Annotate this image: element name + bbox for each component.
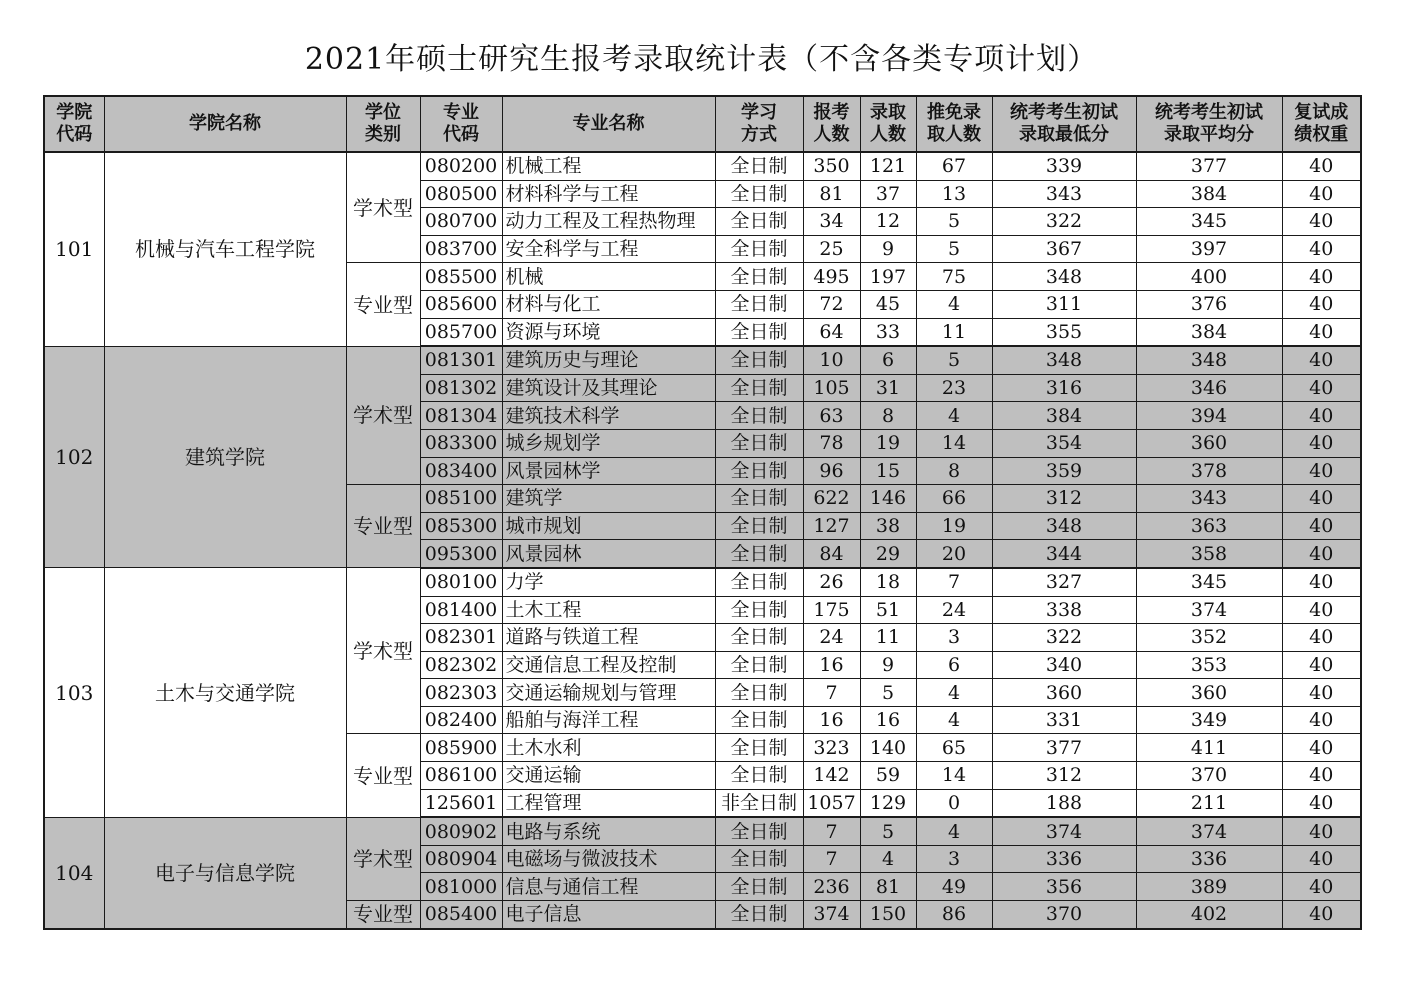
major-name-cell: 工程管理: [502, 789, 715, 817]
exempt-admitted-cell: 49: [916, 873, 992, 901]
avg-score-cell: 374: [1136, 817, 1282, 845]
retest-weight-cell: 40: [1282, 263, 1361, 291]
avg-score-cell: 352: [1136, 624, 1282, 652]
avg-score-cell: 402: [1136, 901, 1282, 929]
study-mode-cell: 全日制: [715, 402, 803, 430]
major-name-cell: 城市规划: [502, 512, 715, 540]
study-mode-cell: 全日制: [715, 596, 803, 624]
min-score-cell: 370: [992, 901, 1136, 929]
retest-weight-cell: 40: [1282, 568, 1361, 596]
major-code-cell: 080500: [420, 180, 502, 208]
major-name-cell: 安全科学与工程: [502, 235, 715, 263]
major-code-cell: 085700: [420, 318, 502, 346]
degree-type-cell: 专业型: [346, 901, 420, 929]
admitted-cell: 37: [860, 180, 916, 208]
retest-weight-cell: 40: [1282, 596, 1361, 624]
major-name-cell: 信息与通信工程: [502, 873, 715, 901]
study-mode-cell: 全日制: [715, 290, 803, 318]
applicants-cell: 175: [803, 596, 860, 624]
major-code-cell: 080700: [420, 208, 502, 236]
table-row: [44, 568, 1361, 596]
college-code-cell: 102: [44, 346, 104, 568]
min-score-cell: 377: [992, 734, 1136, 762]
admitted-cell: 45: [860, 290, 916, 318]
min-score-cell: 312: [992, 485, 1136, 513]
avg-score-cell: 394: [1136, 402, 1282, 430]
study-mode-cell: 全日制: [715, 817, 803, 845]
retest-weight-cell: 40: [1282, 208, 1361, 236]
exempt-admitted-cell: 6: [916, 651, 992, 679]
major-code-cell: 125601: [420, 789, 502, 817]
study-mode-cell: 全日制: [715, 624, 803, 652]
avg-score-cell: 397: [1136, 235, 1282, 263]
applicants-cell: 1057: [803, 789, 860, 817]
major-code-cell: 083400: [420, 457, 502, 485]
admitted-cell: 150: [860, 901, 916, 929]
avg-score-cell: 376: [1136, 290, 1282, 318]
study-mode-cell: 全日制: [715, 762, 803, 790]
header-study-mode: 学习 方式: [715, 96, 803, 152]
exempt-admitted-cell: 65: [916, 734, 992, 762]
exempt-admitted-cell: 4: [916, 290, 992, 318]
applicants-cell: 323: [803, 734, 860, 762]
major-name-cell: 资源与环境: [502, 318, 715, 346]
retest-weight-cell: 40: [1282, 706, 1361, 734]
min-score-cell: 343: [992, 180, 1136, 208]
min-score-cell: 312: [992, 762, 1136, 790]
min-score-cell: 311: [992, 290, 1136, 318]
header-major-name: 专业名称: [502, 96, 715, 152]
exempt-admitted-cell: 4: [916, 402, 992, 430]
exempt-admitted-cell: 13: [916, 180, 992, 208]
min-score-cell: 360: [992, 679, 1136, 707]
admitted-cell: 81: [860, 873, 916, 901]
retest-weight-cell: 40: [1282, 235, 1361, 263]
admitted-cell: 59: [860, 762, 916, 790]
applicants-cell: 374: [803, 901, 860, 929]
min-score-cell: 327: [992, 568, 1136, 596]
major-code-cell: 082400: [420, 706, 502, 734]
major-code-cell: 081400: [420, 596, 502, 624]
major-name-cell: 力学: [502, 568, 715, 596]
degree-type-cell: 学术型: [346, 152, 420, 263]
avg-score-cell: 353: [1136, 651, 1282, 679]
avg-score-cell: 345: [1136, 568, 1282, 596]
header-college-code: 学院 代码: [44, 96, 104, 152]
avg-score-cell: 358: [1136, 540, 1282, 568]
avg-score-cell: 211: [1136, 789, 1282, 817]
retest-weight-cell: 40: [1282, 817, 1361, 845]
major-code-cell: 085400: [420, 901, 502, 929]
admitted-cell: 5: [860, 817, 916, 845]
avg-score-cell: 363: [1136, 512, 1282, 540]
study-mode-cell: 全日制: [715, 568, 803, 596]
major-code-cell: 085100: [420, 485, 502, 513]
admitted-cell: 51: [860, 596, 916, 624]
applicants-cell: 495: [803, 263, 860, 291]
major-name-cell: 材料与化工: [502, 290, 715, 318]
major-name-cell: 道路与铁道工程: [502, 624, 715, 652]
major-code-cell: 081304: [420, 402, 502, 430]
retest-weight-cell: 40: [1282, 290, 1361, 318]
admitted-cell: 18: [860, 568, 916, 596]
page-title: 2021年硕士研究生报考录取统计表（不含各类专项计划）: [304, 42, 1099, 77]
study-mode-cell: 全日制: [715, 263, 803, 291]
major-name-cell: 交通信息工程及控制: [502, 651, 715, 679]
exempt-admitted-cell: 4: [916, 679, 992, 707]
admitted-cell: 19: [860, 429, 916, 457]
avg-score-cell: 384: [1136, 180, 1282, 208]
applicants-cell: 7: [803, 679, 860, 707]
major-name-cell: 电路与系统: [502, 817, 715, 845]
min-score-cell: 336: [992, 845, 1136, 873]
college-code-cell: 103: [44, 568, 104, 817]
admitted-cell: 38: [860, 512, 916, 540]
min-score-cell: 348: [992, 512, 1136, 540]
retest-weight-cell: 40: [1282, 457, 1361, 485]
major-code-cell: 082301: [420, 624, 502, 652]
min-score-cell: 338: [992, 596, 1136, 624]
major-code-cell: 083700: [420, 235, 502, 263]
study-mode-cell: 全日制: [715, 180, 803, 208]
major-name-cell: 船舶与海洋工程: [502, 706, 715, 734]
college-code-cell: 104: [44, 817, 104, 928]
major-code-cell: 083300: [420, 429, 502, 457]
admitted-cell: 5: [860, 679, 916, 707]
applicants-cell: 622: [803, 485, 860, 513]
degree-type-cell: 学术型: [346, 346, 420, 484]
applicants-cell: 16: [803, 706, 860, 734]
applicants-cell: 26: [803, 568, 860, 596]
admitted-cell: 29: [860, 540, 916, 568]
min-score-cell: 355: [992, 318, 1136, 346]
exempt-admitted-cell: 3: [916, 845, 992, 873]
table-row: [44, 346, 1361, 374]
avg-score-cell: 345: [1136, 208, 1282, 236]
admitted-cell: 140: [860, 734, 916, 762]
avg-score-cell: 370: [1136, 762, 1282, 790]
min-score-cell: 316: [992, 374, 1136, 402]
min-score-cell: 356: [992, 873, 1136, 901]
avg-score-cell: 377: [1136, 152, 1282, 180]
study-mode-cell: 全日制: [715, 512, 803, 540]
avg-score-cell: 349: [1136, 706, 1282, 734]
college-name-cell: 土木与交通学院: [104, 568, 346, 817]
degree-type-cell: 学术型: [346, 817, 420, 900]
admitted-cell: 8: [860, 402, 916, 430]
study-mode-cell: 全日制: [715, 152, 803, 180]
major-name-cell: 建筑技术科学: [502, 402, 715, 430]
exempt-admitted-cell: 86: [916, 901, 992, 929]
major-name-cell: 电子信息: [502, 901, 715, 929]
retest-weight-cell: 40: [1282, 180, 1361, 208]
major-code-cell: 085900: [420, 734, 502, 762]
admitted-cell: 4: [860, 845, 916, 873]
table-row: [44, 817, 1361, 845]
major-code-cell: 081302: [420, 374, 502, 402]
exempt-admitted-cell: 24: [916, 596, 992, 624]
header-admitted: 录取 人数: [860, 96, 916, 152]
major-code-cell: 080904: [420, 845, 502, 873]
header-retest-weight: 复试成 绩权重: [1282, 96, 1361, 152]
header-major-code: 专业 代码: [420, 96, 502, 152]
study-mode-cell: 全日制: [715, 235, 803, 263]
applicants-cell: 10: [803, 346, 860, 374]
avg-score-cell: 346: [1136, 374, 1282, 402]
header-degree-type: 学位 类别: [346, 96, 420, 152]
study-mode-cell: 全日制: [715, 374, 803, 402]
avg-score-cell: 343: [1136, 485, 1282, 513]
applicants-cell: 350: [803, 152, 860, 180]
exempt-admitted-cell: 0: [916, 789, 992, 817]
applicants-cell: 7: [803, 817, 860, 845]
exempt-admitted-cell: 4: [916, 817, 992, 845]
avg-score-cell: 400: [1136, 263, 1282, 291]
min-score-cell: 322: [992, 624, 1136, 652]
admitted-cell: 6: [860, 346, 916, 374]
header-college-name: 学院名称: [104, 96, 346, 152]
college-name-cell: 建筑学院: [104, 346, 346, 568]
major-name-cell: 建筑设计及其理论: [502, 374, 715, 402]
major-code-cell: 082303: [420, 679, 502, 707]
exempt-admitted-cell: 3: [916, 624, 992, 652]
study-mode-cell: 全日制: [715, 873, 803, 901]
avg-score-cell: 336: [1136, 845, 1282, 873]
retest-weight-cell: 40: [1282, 318, 1361, 346]
major-name-cell: 风景园林: [502, 540, 715, 568]
study-mode-cell: 全日制: [715, 346, 803, 374]
college-code-cell: 101: [44, 152, 104, 346]
min-score-cell: 359: [992, 457, 1136, 485]
major-name-cell: 风景园林学: [502, 457, 715, 485]
retest-weight-cell: 40: [1282, 624, 1361, 652]
major-code-cell: 081301: [420, 346, 502, 374]
study-mode-cell: 全日制: [715, 706, 803, 734]
applicants-cell: 63: [803, 402, 860, 430]
admitted-cell: 146: [860, 485, 916, 513]
min-score-cell: 374: [992, 817, 1136, 845]
admitted-cell: 9: [860, 651, 916, 679]
min-score-cell: 340: [992, 651, 1136, 679]
retest-weight-cell: 40: [1282, 374, 1361, 402]
exempt-admitted-cell: 23: [916, 374, 992, 402]
avg-score-cell: 348: [1136, 346, 1282, 374]
min-score-cell: 348: [992, 263, 1136, 291]
exempt-admitted-cell: 5: [916, 208, 992, 236]
college-name-cell: 电子与信息学院: [104, 817, 346, 928]
applicants-cell: 78: [803, 429, 860, 457]
admitted-cell: 11: [860, 624, 916, 652]
applicants-cell: 72: [803, 290, 860, 318]
study-mode-cell: 全日制: [715, 734, 803, 762]
admitted-cell: 15: [860, 457, 916, 485]
major-code-cell: 085600: [420, 290, 502, 318]
exempt-admitted-cell: 11: [916, 318, 992, 346]
major-name-cell: 交通运输规划与管理: [502, 679, 715, 707]
study-mode-cell: 全日制: [715, 208, 803, 236]
retest-weight-cell: 40: [1282, 651, 1361, 679]
major-code-cell: 085300: [420, 512, 502, 540]
major-code-cell: 082302: [420, 651, 502, 679]
major-code-cell: 081000: [420, 873, 502, 901]
exempt-admitted-cell: 14: [916, 429, 992, 457]
retest-weight-cell: 40: [1282, 485, 1361, 513]
admitted-cell: 31: [860, 374, 916, 402]
major-name-cell: 土木工程: [502, 596, 715, 624]
exempt-admitted-cell: 75: [916, 263, 992, 291]
study-mode-cell: 全日制: [715, 318, 803, 346]
min-score-cell: 384: [992, 402, 1136, 430]
applicants-cell: 16: [803, 651, 860, 679]
degree-type-cell: 学术型: [346, 568, 420, 734]
applicants-cell: 236: [803, 873, 860, 901]
retest-weight-cell: 40: [1282, 152, 1361, 180]
header-avg-score: 统考考生初试 录取平均分: [1136, 96, 1282, 152]
major-name-cell: 土木水利: [502, 734, 715, 762]
exempt-admitted-cell: 66: [916, 485, 992, 513]
avg-score-cell: 389: [1136, 873, 1282, 901]
admitted-cell: 9: [860, 235, 916, 263]
study-mode-cell: 全日制: [715, 485, 803, 513]
applicants-cell: 84: [803, 540, 860, 568]
min-score-cell: 339: [992, 152, 1136, 180]
retest-weight-cell: 40: [1282, 346, 1361, 374]
applicants-cell: 96: [803, 457, 860, 485]
avg-score-cell: 360: [1136, 679, 1282, 707]
min-score-cell: 344: [992, 540, 1136, 568]
exempt-admitted-cell: 8: [916, 457, 992, 485]
retest-weight-cell: 40: [1282, 789, 1361, 817]
min-score-cell: 367: [992, 235, 1136, 263]
major-name-cell: 城乡规划学: [502, 429, 715, 457]
exempt-admitted-cell: 67: [916, 152, 992, 180]
applicants-cell: 127: [803, 512, 860, 540]
applicants-cell: 7: [803, 845, 860, 873]
major-code-cell: 080100: [420, 568, 502, 596]
major-name-cell: 交通运输: [502, 762, 715, 790]
min-score-cell: 322: [992, 208, 1136, 236]
applicants-cell: 105: [803, 374, 860, 402]
major-name-cell: 材料科学与工程: [502, 180, 715, 208]
applicants-cell: 81: [803, 180, 860, 208]
retest-weight-cell: 40: [1282, 845, 1361, 873]
retest-weight-cell: 40: [1282, 762, 1361, 790]
table-body: [44, 152, 1361, 929]
min-score-cell: 348: [992, 346, 1136, 374]
major-name-cell: 机械工程: [502, 152, 715, 180]
major-code-cell: 080902: [420, 817, 502, 845]
exempt-admitted-cell: 5: [916, 235, 992, 263]
header-min-score: 统考考生初试 录取最低分: [992, 96, 1136, 152]
exempt-admitted-cell: 4: [916, 706, 992, 734]
exempt-admitted-cell: 20: [916, 540, 992, 568]
retest-weight-cell: 40: [1282, 873, 1361, 901]
applicants-cell: 24: [803, 624, 860, 652]
major-name-cell: 机械: [502, 263, 715, 291]
exempt-admitted-cell: 19: [916, 512, 992, 540]
major-code-cell: 095300: [420, 540, 502, 568]
table-header-row: [44, 96, 1361, 152]
exempt-admitted-cell: 7: [916, 568, 992, 596]
major-name-cell: 动力工程及工程热物理: [502, 208, 715, 236]
study-mode-cell: 全日制: [715, 679, 803, 707]
major-code-cell: 085500: [420, 263, 502, 291]
applicants-cell: 64: [803, 318, 860, 346]
admitted-cell: 121: [860, 152, 916, 180]
study-mode-cell: 全日制: [715, 845, 803, 873]
study-mode-cell: 全日制: [715, 457, 803, 485]
major-code-cell: 080200: [420, 152, 502, 180]
admitted-cell: 197: [860, 263, 916, 291]
study-mode-cell: 非全日制: [715, 789, 803, 817]
table-row: [44, 152, 1361, 180]
admitted-cell: 16: [860, 706, 916, 734]
min-score-cell: 354: [992, 429, 1136, 457]
applicants-cell: 142: [803, 762, 860, 790]
admitted-cell: 129: [860, 789, 916, 817]
min-score-cell: 188: [992, 789, 1136, 817]
exempt-admitted-cell: 5: [916, 346, 992, 374]
admission-stats-table: [43, 95, 1362, 930]
major-name-cell: 建筑学: [502, 485, 715, 513]
admitted-cell: 12: [860, 208, 916, 236]
major-name-cell: 建筑历史与理论: [502, 346, 715, 374]
applicants-cell: 25: [803, 235, 860, 263]
retest-weight-cell: 40: [1282, 901, 1361, 929]
study-mode-cell: 全日制: [715, 901, 803, 929]
retest-weight-cell: 40: [1282, 734, 1361, 762]
retest-weight-cell: 40: [1282, 512, 1361, 540]
exempt-admitted-cell: 14: [916, 762, 992, 790]
retest-weight-cell: 40: [1282, 429, 1361, 457]
retest-weight-cell: 40: [1282, 679, 1361, 707]
study-mode-cell: 全日制: [715, 651, 803, 679]
header-exempt-admitted: 推免录 取人数: [916, 96, 992, 152]
admitted-cell: 33: [860, 318, 916, 346]
major-code-cell: 086100: [420, 762, 502, 790]
college-name-cell: 机械与汽车工程学院: [104, 152, 346, 346]
min-score-cell: 331: [992, 706, 1136, 734]
study-mode-cell: 全日制: [715, 540, 803, 568]
avg-score-cell: 374: [1136, 596, 1282, 624]
avg-score-cell: 384: [1136, 318, 1282, 346]
avg-score-cell: 411: [1136, 734, 1282, 762]
degree-type-cell: 专业型: [346, 263, 420, 346]
retest-weight-cell: 40: [1282, 540, 1361, 568]
major-name-cell: 电磁场与微波技术: [502, 845, 715, 873]
avg-score-cell: 360: [1136, 429, 1282, 457]
avg-score-cell: 378: [1136, 457, 1282, 485]
degree-type-cell: 专业型: [346, 485, 420, 568]
degree-type-cell: 专业型: [346, 734, 420, 817]
header-applicants: 报考 人数: [803, 96, 860, 152]
study-mode-cell: 全日制: [715, 429, 803, 457]
retest-weight-cell: 40: [1282, 402, 1361, 430]
applicants-cell: 34: [803, 208, 860, 236]
